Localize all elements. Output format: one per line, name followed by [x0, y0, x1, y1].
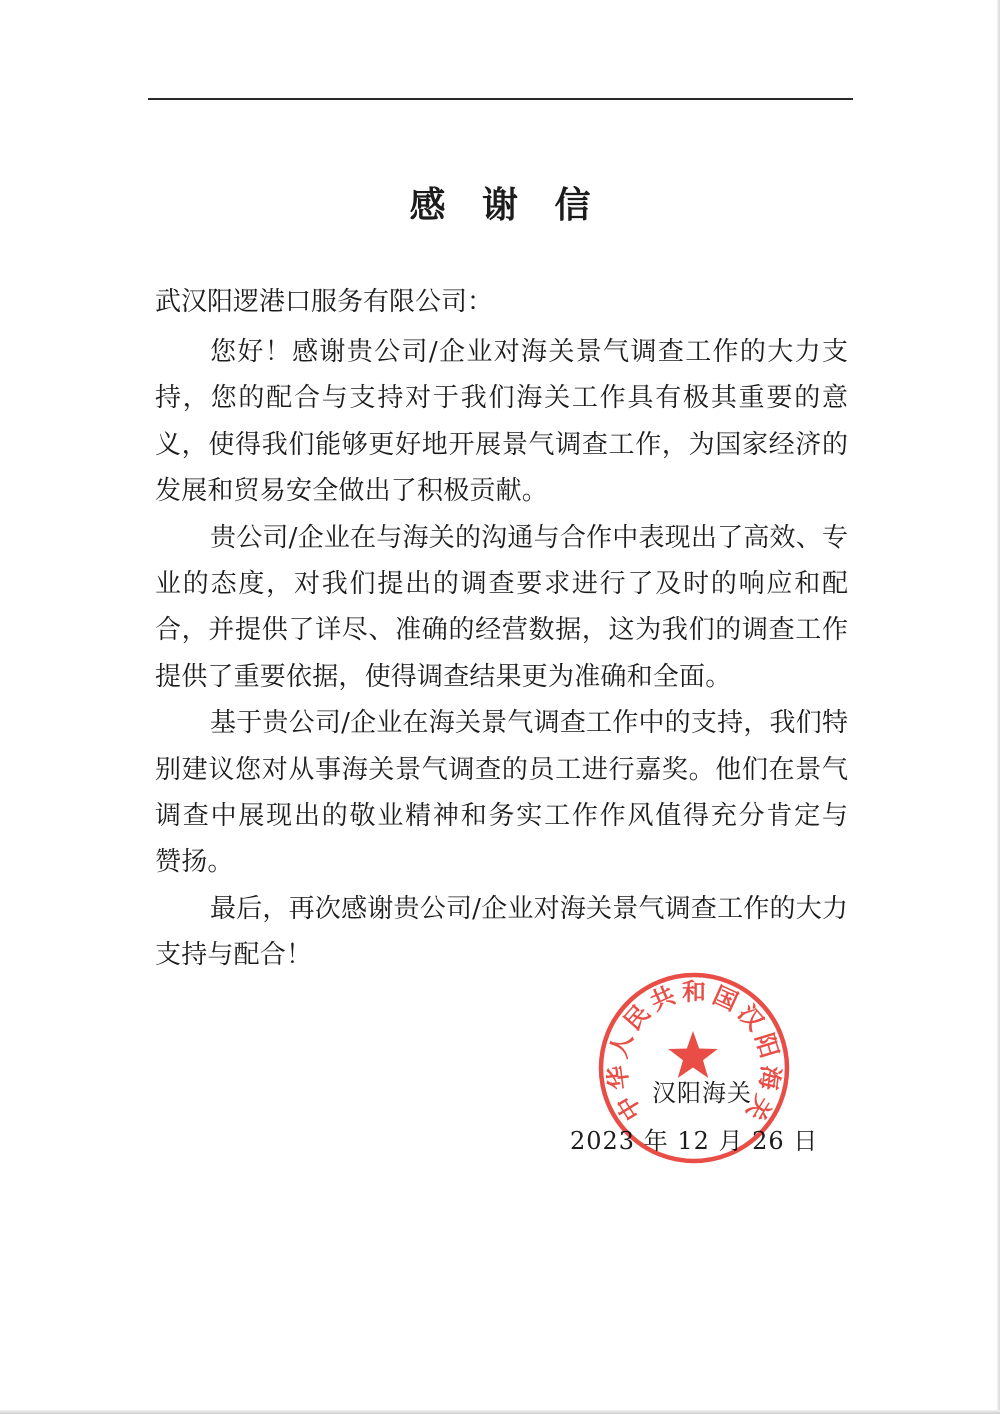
body-line: 基于贵公司/企业在海关景气调查工作中的支持，我们特 [210, 708, 848, 739]
seal-text: 中华人民共和国汉阳海关 [603, 977, 785, 1126]
body-line: 义，使得我们能够更好地开展景气调查工作，为国家经济的 [155, 429, 848, 460]
signature-organization: 汉阳海关 [652, 1079, 752, 1107]
letter-body [155, 329, 848, 978]
letter-title: 感 谢 信 [409, 184, 603, 226]
signature-date: 2023 年 12 月 26 日 [570, 1127, 819, 1155]
body-line: 持，您的配合与支持对于我们海关工作具有极其重要的意 [155, 383, 848, 414]
body-line: 最后，再次感谢贵公司/企业对海关景气调查工作的大力 [210, 893, 848, 924]
body-line: 调查中展现出的敬业精神和务实工作作风值得充分肯定与 [155, 800, 848, 831]
star-icon [668, 1031, 717, 1078]
scan-edge [0, 1410, 1000, 1414]
recipient-salutation: 武汉阳逻港口服务有限公司： [155, 287, 494, 317]
body-line: 业的态度，对我们提出的调查要求进行了及时的响应和配 [155, 568, 848, 599]
body-line: 您好！感谢贵公司/企业对海关景气调查工作的大力支 [210, 337, 848, 367]
header-rule [148, 98, 853, 100]
body-line: 支持与配合！ [155, 940, 313, 971]
body-line: 赞扬。 [155, 847, 234, 878]
paragraph [155, 515, 848, 701]
paragraph [155, 329, 848, 515]
body-line: 别建议您对从事海关景气调查的员工进行嘉奖。他们在景气 [155, 754, 848, 785]
body-line: 合，并提供了详尽、准确的经营数据，这为我们的调查工作 [155, 615, 848, 646]
paragraph [155, 700, 848, 886]
body-line: 提供了重要依据，使得调查结果更为准确和全面。 [155, 661, 732, 692]
official-seal [588, 962, 800, 1174]
body-line: 贵公司/企业在与海关的沟通与合作中表现出了高效、专 [210, 522, 848, 553]
body-line: 发展和贸易安全做出了积极贡献。 [155, 476, 549, 507]
